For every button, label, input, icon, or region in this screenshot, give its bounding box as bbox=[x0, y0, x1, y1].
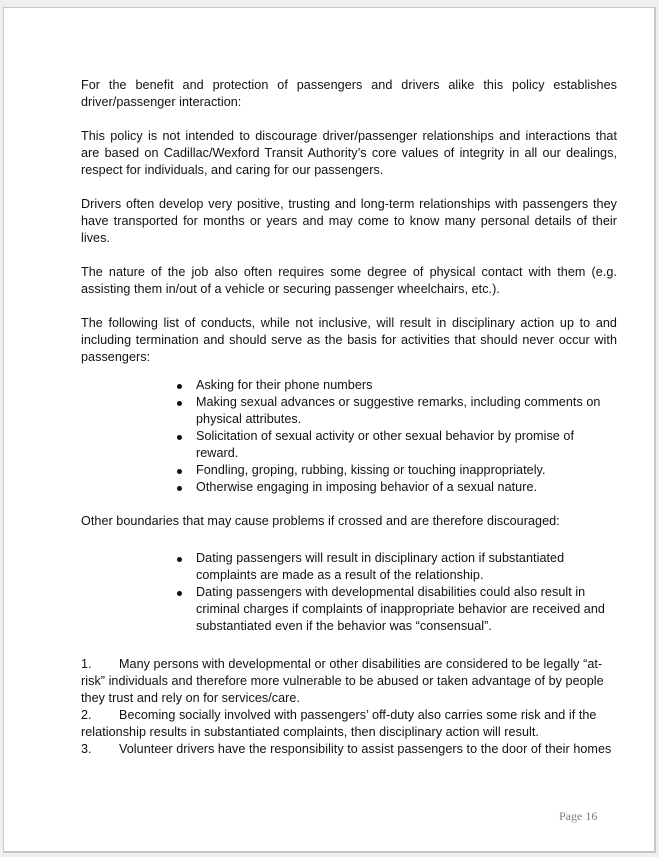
list-item: Dating passengers will result in disciplinary action if substantiated complaints are made as a result of the relationship. bbox=[176, 550, 617, 584]
bullet-icon bbox=[177, 591, 182, 596]
relationships-paragraph: Drivers often develop very positive, trusting and long-term relationships with passengers they have transported for months or years and may come to know many personal details of their lives. bbox=[81, 197, 617, 245]
numbered-item: 3. Volunteer drivers have the responsibility to assist passengers to the door of their homes bbox=[81, 742, 612, 756]
conduct-list-intro: The following list of conducts, while not inclusive, will result in disciplinary action up to and including termination and should serve as the basis for activities that should never occur with passengers: bbox=[81, 316, 617, 364]
intro-paragraph: For the benefit and protection of passengers and drivers alike this policy establishes driver/passenger interaction: bbox=[81, 78, 617, 109]
document-page bbox=[3, 7, 656, 853]
prohibited-conduct-list bbox=[81, 377, 617, 496]
list-item: Asking for their phone numbers bbox=[176, 377, 617, 394]
bullet-icon bbox=[177, 435, 182, 440]
page-number: Page 16 bbox=[559, 809, 598, 823]
numbered-item: 1. Many persons with developmental or other disabilities are considered to be legally “at-risk” individuals and therefore more vulnerable to be abused or taken advantage of by people they trust and rely on for services/care. bbox=[81, 657, 604, 705]
page-content bbox=[81, 77, 617, 758]
list-item: Fondling, groping, rubbing, kissing or touching inappropriately. bbox=[176, 462, 617, 479]
list-item: Dating passengers with developmental disabilities could also result in criminal charges if complaints of inappropriate behavior are received and substantiated even if the behavior was “consensual”. bbox=[176, 584, 617, 635]
policy-intent-paragraph: This policy is not intended to discourage driver/passenger relationships and interactions that are based on Cadillac/Wexford Transit Authority’s core values of integrity in all our dealings, respect for individuals, and caring for our passengers. bbox=[81, 129, 617, 177]
numbered-list bbox=[81, 656, 617, 758]
list-item: Solicitation of sexual activity or other sexual behavior by promise of reward. bbox=[176, 428, 617, 462]
boundaries-intro: Other boundaries that may cause problems if crossed and are therefore discouraged: bbox=[81, 514, 560, 528]
bullet-icon bbox=[177, 486, 182, 491]
physical-contact-paragraph: The nature of the job also often requires some degree of physical contact with them (e.g. assisting them in/out of a vehicle or securing passenger wheelchairs, etc.). bbox=[81, 265, 617, 296]
bullet-icon bbox=[177, 384, 182, 389]
bullet-icon bbox=[177, 557, 182, 562]
list-item: Otherwise engaging in imposing behavior of a sexual nature. bbox=[176, 479, 617, 496]
bullet-icon bbox=[177, 469, 182, 474]
numbered-item: 2. Becoming socially involved with passengers’ off-duty also carries some risk and if the relationship results in substantiated complaints, then disciplinary action will result. bbox=[81, 708, 597, 739]
bullet-icon bbox=[177, 401, 182, 406]
boundaries-list bbox=[81, 550, 617, 635]
list-item: Making sexual advances or suggestive remarks, including comments on physical attributes. bbox=[176, 394, 617, 428]
